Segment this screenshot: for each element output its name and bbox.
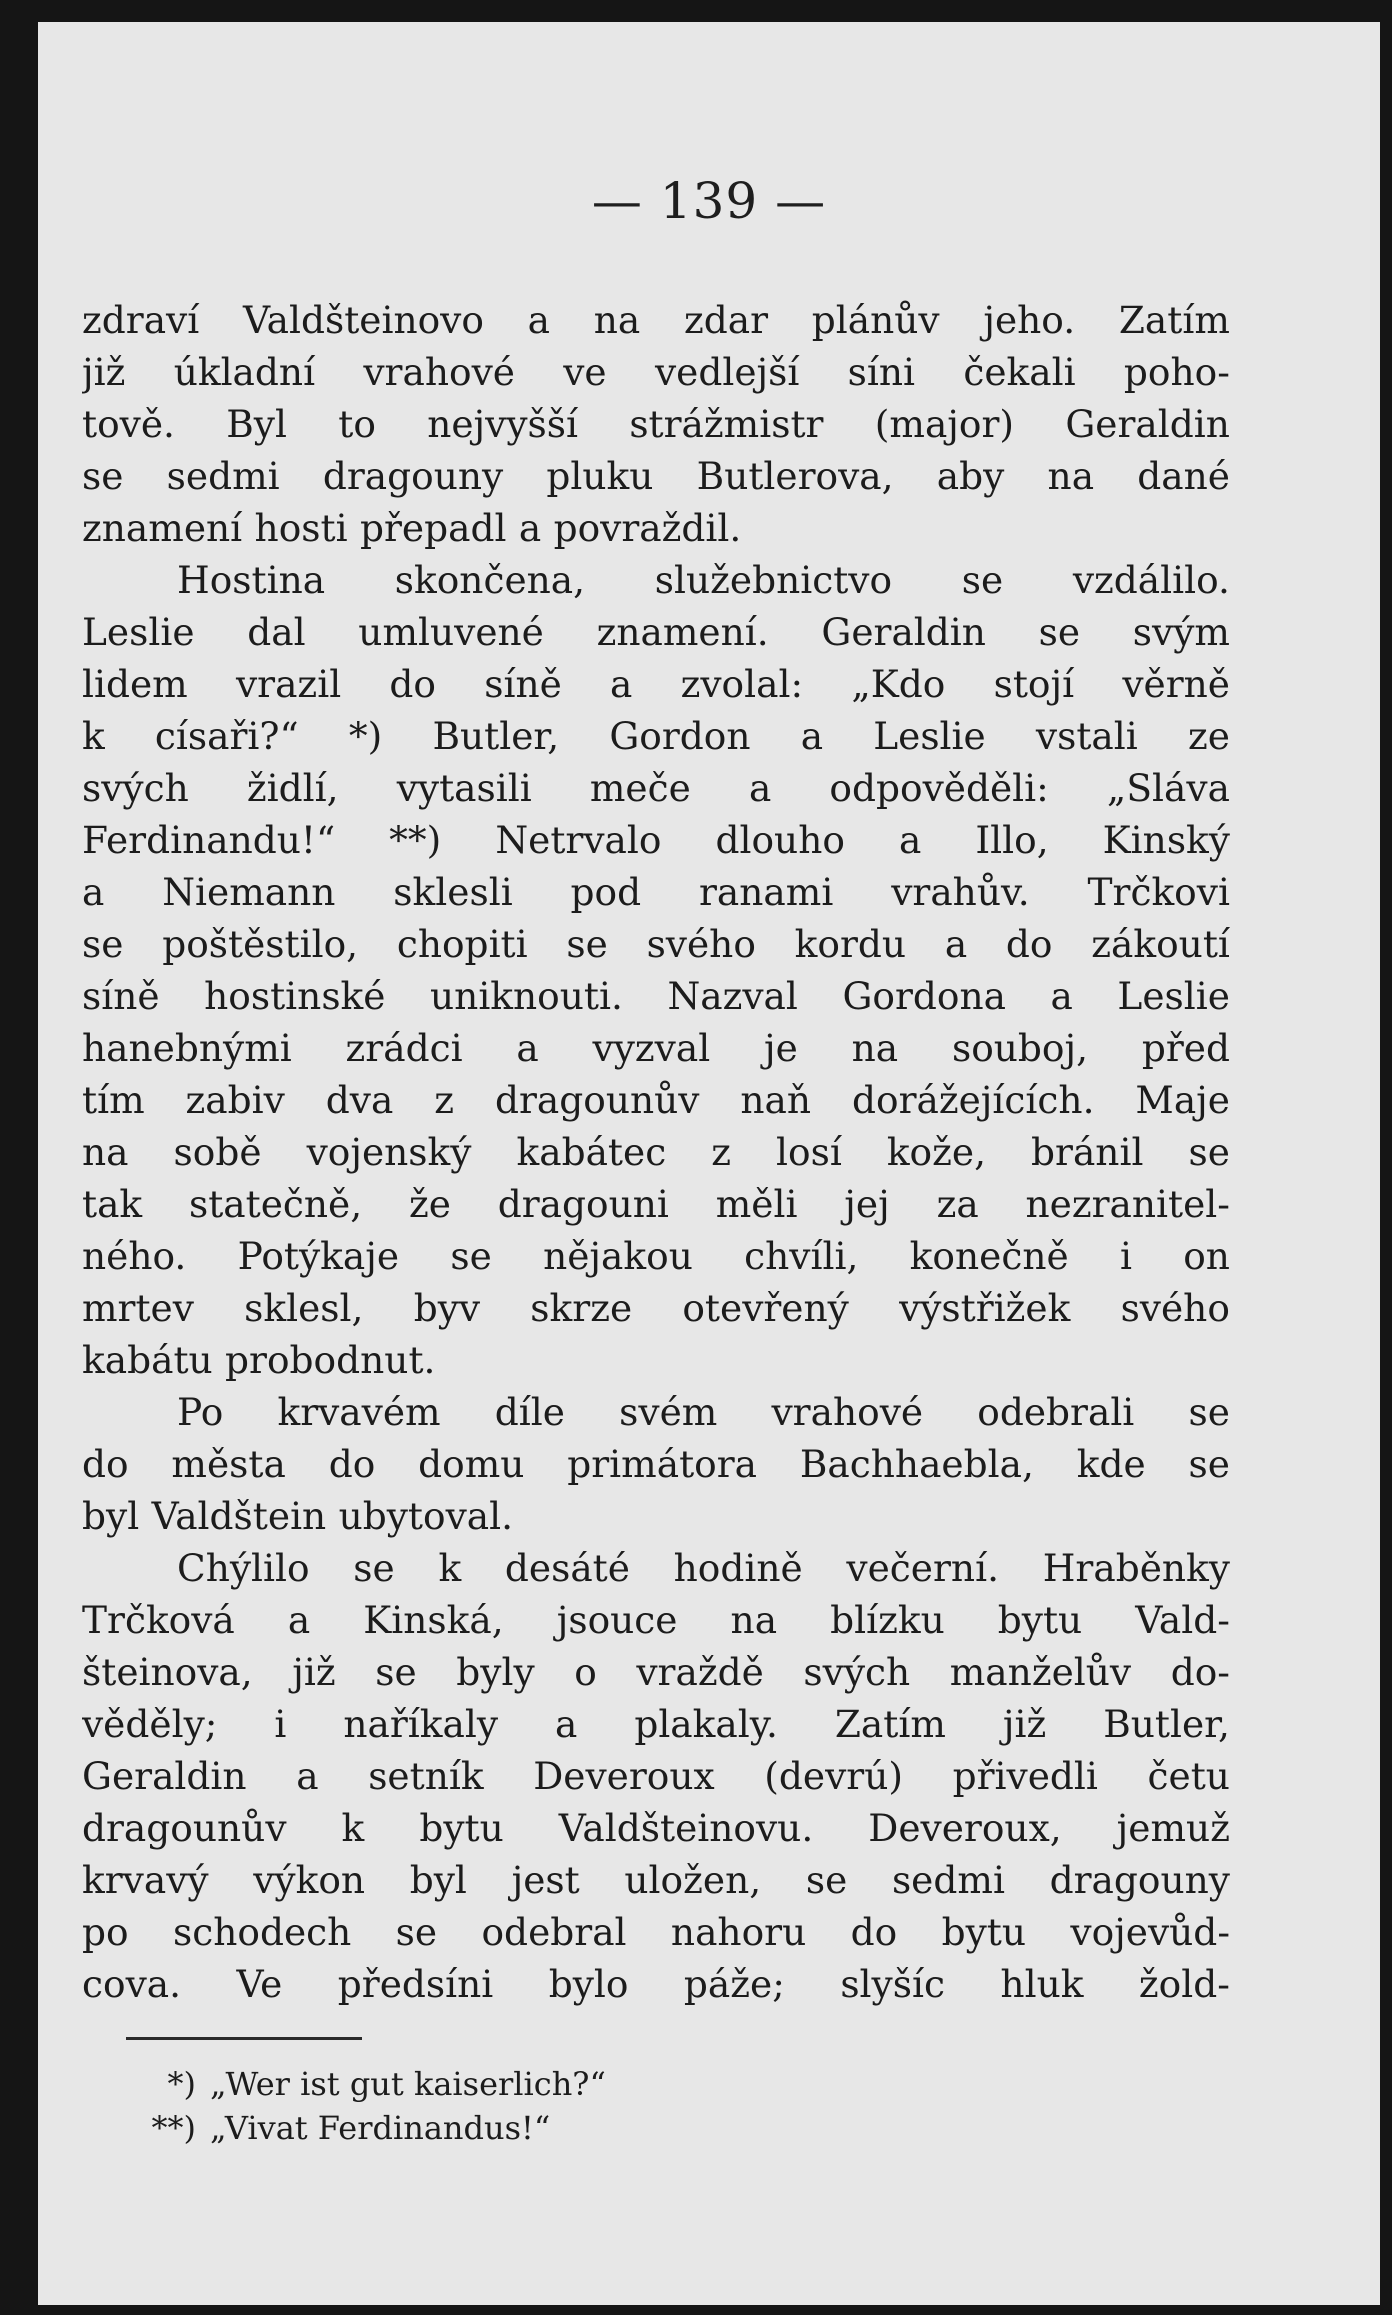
text-line: tově. Byl to nejvyšší strážmistr (major) Geraldin — [82, 402, 1230, 446]
page-number: — 139 — — [591, 172, 827, 230]
text-line: Chýlilo se k desáté hodině večerní. Hraběnky — [177, 1546, 1230, 1590]
body-text — [82, 294, 1230, 2010]
text-line: krvavý výkon byl jest uložen, se sedmi dragouny — [82, 1858, 1230, 1902]
text-line: kabátu probodnut. — [82, 1338, 436, 1382]
footnote-separator — [126, 2037, 362, 2040]
text-line: mrtev sklesl, byv skrze otevřený výstřižek svého — [82, 1286, 1230, 1330]
text-line: zdraví Valdšteinovo a na zdar plánův jeho. Zatím — [82, 298, 1230, 342]
text-line: se sedmi dragouny pluku Butlerova, aby na dané — [82, 454, 1230, 498]
text-line: a Niemann sklesli pod ranami vrahův. Trčkovi — [82, 870, 1230, 914]
text-line: cova. Ve předsíni bylo páže; slyšíc hluk žold- — [82, 1962, 1230, 2006]
footnote-text: „Wer ist gut kaiserlich?“ — [210, 2065, 606, 2103]
text-line: hanebnými zrádci a vyzval je na souboj, před — [82, 1026, 1230, 1070]
text-line: svých židlí, vytasili meče a odpověděli: „Sláva — [82, 766, 1230, 810]
text-line: Leslie dal umluvené znamení. Geraldin se svým — [82, 610, 1230, 654]
text-line: Ferdinandu!“ **) Netrvalo dlouho a Illo, Kinský — [82, 818, 1230, 862]
text-line: byl Valdštein ubytoval. — [82, 1494, 514, 1538]
text-line: lidem vrazil do síně a zvolal: „Kdo stojí věrně — [82, 662, 1230, 706]
text-line: k císaři?“ *) Butler, Gordon a Leslie vstali ze — [82, 714, 1230, 758]
text-line: znamení hosti přepadl a povraždil. — [82, 506, 742, 550]
text-line: na sobě vojenský kabátec z losí kože, bránil se — [82, 1130, 1230, 1174]
text-line: Po krvavém díle svém vrahové odebrali se — [177, 1390, 1230, 1434]
text-line: Hostina skončena, služebnictvo se vzdálilo. — [177, 558, 1230, 602]
text-line: Trčková a Kinská, jsouce na blízku bytu Vald- — [82, 1598, 1230, 1642]
footnote-text: „Vivat Ferdinandus!“ — [210, 2109, 551, 2147]
text-line: tím zabiv dva z dragounův naň dorážejících. Maje — [82, 1078, 1230, 1122]
text-line: síně hostinské uniknouti. Nazval Gordona a Leslie — [82, 974, 1230, 1018]
footnote — [118, 2106, 606, 2150]
text-line: po schodech se odebral nahoru do bytu vojevůd- — [82, 1910, 1230, 1954]
text-line: již úkladní vrahové ve vedlejší síni čekali poho- — [82, 350, 1230, 394]
footnote-marker: *) — [167, 2065, 196, 2103]
footnote-marker: **) — [151, 2109, 196, 2147]
text-line: věděly; i naříkaly a plakaly. Zatím již Butler, — [82, 1702, 1230, 1746]
book-page — [38, 22, 1380, 2305]
text-line: ného. Potýkaje se nějakou chvíli, konečně i on — [82, 1234, 1230, 1278]
footnotes — [118, 2062, 606, 2150]
text-line: se poštěstilo, chopiti se svého kordu a do zákoutí — [82, 922, 1230, 966]
text-line: šteinova, již se byly o vraždě svých manželův do- — [82, 1650, 1230, 1694]
text-line: tak statečně, že dragouni měli jej za nezranitel- — [82, 1182, 1230, 1226]
footnote — [118, 2062, 606, 2106]
text-line: do města do domu primátora Bachhaebla, kde se — [82, 1442, 1230, 1486]
text-line: dragounův k bytu Valdšteinovu. Deveroux, jemuž — [82, 1806, 1230, 1850]
text-line: Geraldin a setník Deveroux (devrú) přivedli četu — [82, 1754, 1230, 1798]
